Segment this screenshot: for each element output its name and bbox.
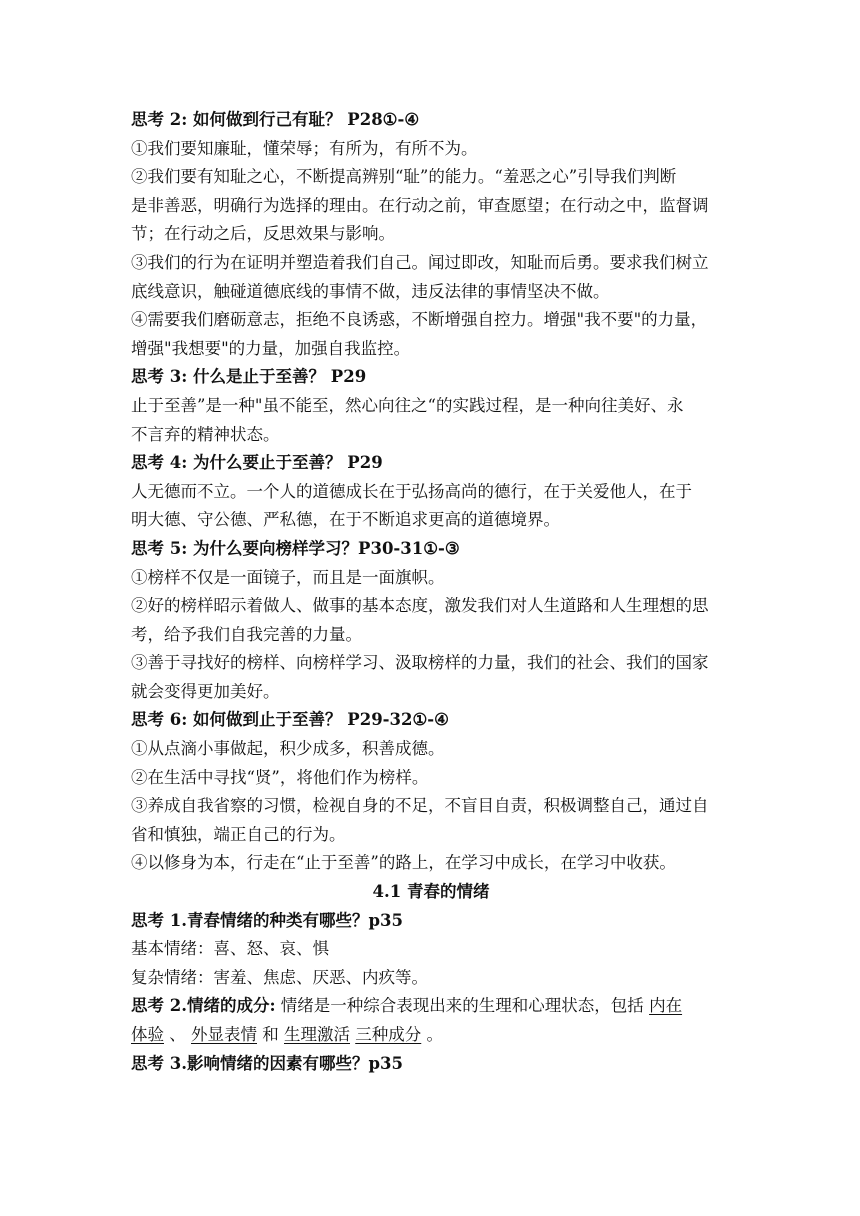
- question-heading: 思考 3: 什么是止于至善？ P29: [131, 367, 367, 387]
- question-heading: 思考 1.青春情绪的种类有哪些？p35: [131, 910, 403, 930]
- paragraph-line: ②在生活中寻找“贤”，将他们作为榜样。: [131, 767, 429, 787]
- question-heading: 思考 5: 为什么要向榜样学习？P30-31①-③: [131, 538, 460, 558]
- paragraph-line: 止于至善”是一种"虽不能至，然心向往之“的实践过程，是一种向往美好、永: [131, 395, 684, 415]
- paragraph-line: 节；在行动之后，反思效果与影响。: [131, 224, 395, 244]
- paragraph-line: 复杂情绪：害羞、焦虑、厌恶、内疚等。: [131, 967, 428, 987]
- underlined-term: 内在: [649, 996, 683, 1016]
- paragraph-line: ③我们的行为在证明并塑造着我们自己。闻过即改，知耻而后勇。要求我们树立: [131, 252, 709, 272]
- question-heading: 思考 2.情绪的成分:: [131, 996, 276, 1016]
- paragraph-line: ②我们要有知耻之心，不断提高辨别“耻”的能力。“羞恶之心”引导我们判断: [131, 167, 677, 187]
- underlined-term: 三种成分: [355, 1025, 422, 1044]
- paragraph-line: ③养成自我省察的习惯，检视自身的不足，不盲目自责，积极调整自己，通过自: [131, 796, 709, 816]
- paragraph-line: 不言弃的精神状态。: [131, 424, 280, 444]
- paragraph-line: ④需要我们磨砺意志，拒绝不良诱惑，不断增强自控力。增强"我不要"的力量，: [131, 310, 708, 330]
- underlined-term: 生理激活: [284, 1025, 350, 1044]
- question-heading: 思考 6: 如何做到止于至善？ P29-32①-④: [131, 710, 449, 730]
- paragraph-line: 基本情绪：喜、怒、哀、惧: [131, 939, 329, 959]
- paragraph-line: ③善于寻找好的榜样、向榜样学习、汲取榜样的力量，我们的社会、我们的国家: [131, 653, 709, 673]
- paragraph-text: 情绪是一种综合表现出来的生理和心理状态，包括: [275, 996, 650, 1016]
- paragraph-line: ②好的榜样昭示着做人、做事的基本态度，激发我们对人生道路和人生理想的思: [131, 596, 709, 616]
- paragraph-line: 考，给予我们自我完善的力量。: [131, 624, 362, 644]
- section-title: 4.1 青春的情绪: [372, 882, 490, 902]
- paragraph-line: ①我们要知廉耻，懂荣辱；有所为，有所不为。: [131, 138, 478, 158]
- paragraph-line: 省和慎独，端正自己的行为。: [131, 824, 346, 844]
- underlined-term: 外显表情: [191, 1025, 257, 1044]
- paragraph-line: 人无德而不立。一个人的道德成长在于弘扬高尚的德行，在于关爱他人，在于: [131, 481, 692, 501]
- emotion-components-line-1: [131, 992, 731, 1021]
- paragraph-line: 明大德、守公德、严私德，在于不断追求更高的道德境界。: [131, 510, 560, 530]
- document-body: [131, 106, 731, 992]
- question-heading: 思考 4: 为什么要止于至善？ P29: [131, 453, 383, 473]
- paragraph-line: ①从点滴小事做起，积少成多，积善成德。: [131, 739, 445, 759]
- emotion-components-line-2: [131, 1021, 731, 1050]
- paragraph-line: 就会变得更加美好。: [131, 681, 280, 701]
- paragraph-line: ①榜样不仅是一面镜子，而且是一面旗帜。: [131, 567, 445, 587]
- underlined-term: 体验: [131, 1025, 164, 1044]
- separator-text: 、: [164, 1025, 191, 1044]
- question-heading: 思考 2: 如何做到行己有耻？ P28①-④: [131, 110, 420, 129]
- paragraph-line: ④以修身为本，行走在“止于至善”的路上，在学习中成长，在学习中收获。: [131, 853, 676, 873]
- paragraph-line: 是非善恶，明确行为选择的理由。在行动之前，审查愿望；在行动之中，监督调: [131, 195, 709, 215]
- paragraph-line: 增强"我想要"的力量，加强自我监控。: [131, 338, 411, 358]
- separator-text: 。: [421, 1025, 443, 1044]
- document-page: [131, 106, 731, 1078]
- paragraph-line: 底线意识，触碰道德底线的事情不做，违反法律的事情坚决不做。: [131, 281, 610, 301]
- question-heading: 思考 3.影响情绪的因素有哪些？p35: [131, 1053, 403, 1073]
- separator-text: 和: [257, 1025, 284, 1044]
